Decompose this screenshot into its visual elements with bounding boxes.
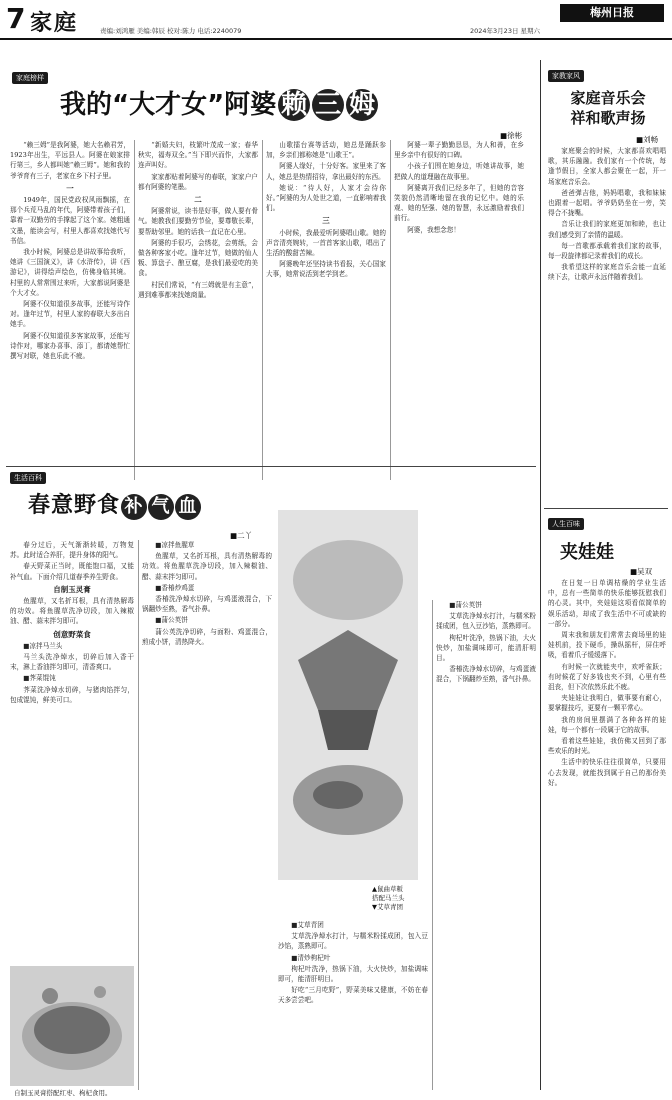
paragraph: 香椿洗净焯水切碎，与鸡蛋液混合，下锅翻炒至熟，香气扑鼻。 (142, 595, 272, 614)
article-tag: 人生百味 (548, 518, 584, 530)
article-title: 夹娃娃 (560, 542, 614, 563)
article-title (28, 488, 201, 520)
paragraph: “新婚夫妇，枝繁叶茂成一家；春华秋实，福寿双全。”当下即兴而作，大家都连声叫好。 (138, 141, 258, 170)
caption-line: ▲鼠曲草粄 (372, 885, 403, 893)
page-header (0, 0, 672, 40)
paragraph: 艾草洗净焯水打汁，与糯米粉揉成团，包入豆沙馅，蒸熟即可。 (436, 612, 536, 631)
paragraph: 小孩子们围在她身边，听她讲故事，她把做人的道理融在故事里。 (394, 162, 524, 181)
photo-caption (372, 884, 428, 911)
article-tag: 家教家风 (548, 70, 584, 82)
paragraph: “赖三姆”是我阿婆，她大名赖君芳，1923年出生，平远县人。阿婆在娘家排行第三，乡人都叫她“赖三姆”。她和我的爷爷育有三子，老家在乡下村子里。 (10, 141, 130, 180)
paragraph: 阿婆，我想念您！ (407, 225, 460, 234)
article-column (394, 140, 524, 480)
title-highlight-char: 气 (148, 494, 174, 520)
section-divider: 一 (66, 183, 74, 193)
recipe-heading: ■清炒枸杞叶 (291, 953, 331, 962)
paragraph: 蒲公英洗净切碎，与面粉、鸡蛋混合，煎成小饼，清热降火。 (142, 627, 272, 646)
paragraph: 阿婆不仅知道很多故事，还能写诗作对。逢年过节，村里人家的春联大多出自她手。 (10, 300, 130, 329)
paragraph: 荠菜洗净焯水切碎，与猪肉馅拌匀，包成馄饨，鲜美可口。 (10, 685, 134, 704)
title-highlight-char: 赖 (278, 89, 310, 121)
recipe-heading: ■蒲公英饼 (449, 601, 482, 609)
issue-date: 2024年3月23日 星期六 (470, 27, 541, 35)
paragraph: 爸爸弹吉他，妈妈唱歌，我和妹妹也跟着一起唱。爷爷奶奶坐在一旁，笑得合不拢嘴。 (548, 188, 666, 218)
recipe-heading: ■凉拌马兰头 (23, 641, 63, 650)
article-tag: 家庭榜样 (12, 72, 48, 84)
paragraph: 在日复一日单调枯燥的学业生活中，总有一些简单的快乐能够抚慰我们的心灵。其中，夹娃娃这项看似简单的娱乐活动，却成了我生活中不可或缺的一部分。 (548, 579, 666, 628)
title-highlight-char: 补 (121, 494, 147, 520)
section-divider (6, 466, 536, 467)
title-highlight-char: 三 (312, 89, 344, 121)
page-number: 7 (6, 2, 26, 35)
subheading: 自制玉灵膏 (53, 584, 91, 594)
recipe-heading: ■香椿炒鸡蛋 (155, 583, 195, 592)
paragraph: 1949年，国民党政权风雨飘摇，在那个兵荒马乱的年代，阿婆带着孩子们，靠着一双勤劳的手撑起了这个家。她粗通文墨，能读会写，村里人都喜欢找她代写书信。 (10, 196, 130, 245)
newspaper-logo: 梅州日报 (560, 4, 664, 22)
article-column (266, 140, 386, 480)
column-divider (262, 140, 263, 480)
section-divider (544, 508, 668, 509)
paragraph: 艾草洗净焯水打汁，与糯米粉揉成团，包入豆沙馅，蒸熟即可。 (278, 932, 428, 951)
paragraph: 我希望这样的家庭音乐会能一直延续下去，让歌声永远伴随着我们。 (548, 263, 666, 282)
article-title (60, 84, 378, 121)
paragraph: 阿婆一辈子勤勤恳恳，为人和善，在乡里乡亲中有很好的口碑。 (394, 141, 524, 160)
article-column (278, 920, 428, 1090)
paragraph: 阿婆常说，读书是好事，做人要有骨气。她教我们要勤劳节俭，要尊敬长辈，要帮助邻里。她的话我一直记在心里。 (138, 207, 258, 236)
paragraph: 村民们常说，“有三姆就是有主意”，遇到难事都来找她商量。 (138, 280, 258, 299)
paragraph: 枸杞叶洗净，热锅下油，大火快炒，加盐调味即可，能清肝明目。 (436, 633, 536, 663)
article-column (138, 140, 258, 480)
paragraph: 周末我和朋友们常常去商场里的娃娃机前，投下硬币，操纵摇杆，屏住呼吸，看着爪子缓缓落下。 (548, 631, 666, 660)
article-column (548, 578, 666, 1090)
section-divider: 二 (194, 195, 202, 205)
paragraph: 鱼腥草，又名折耳根，具有清热解毒的功效。将鱼腥草洗净切段，加入辣椒油、醋、蒜末拌匀即可。 (10, 597, 134, 626)
food-photo (10, 966, 134, 1086)
column-divider (390, 140, 391, 480)
subheading: 创意野菜食 (53, 629, 91, 639)
article-byline: ■二丫 (230, 531, 253, 540)
paragraph: 家庭聚会的时候，大家都喜欢唱唱歌，其乐融融。我们家有一个传统，每逢节假日，全家人都会聚在一起，开一场家庭音乐会。 (548, 147, 666, 186)
caption-line: ▼艾草青团 (372, 903, 403, 911)
title-line: 祥和歌声扬 (570, 109, 646, 127)
article-column (142, 540, 272, 1090)
column-divider (540, 60, 541, 1090)
paragraph: 枸杞叶洗净，热锅下油，大火快炒，加盐调味即可，能清肝明目。 (278, 964, 428, 984)
paragraph: 她说：“待人好，人家才会待你好。”阿婆的为人处世之道，一直影响着我们。 (266, 183, 386, 213)
paragraph: 阿婆不仅知道很多客家故事，还能写诗作对，哪家办喜事、添丁，都请她帮忙撰写对联，她也乐此不疲。 (10, 331, 130, 361)
title-highlight-char: 血 (175, 494, 201, 520)
paragraph: 小时候，我最爱听阿婆唱山歌。她的声音清亮婉转，一首首客家山歌，唱出了生活的酸甜苦辣。 (266, 228, 386, 258)
paragraph: 阿婆晚年还坚持读书看报，关心国家大事，她常说活到老学到老。 (266, 260, 386, 279)
section-name: 家庭 (30, 11, 79, 36)
photo-caption: 自制玉灵膏搭配红枣、枸杞食用。 (14, 1089, 112, 1097)
paragraph: 每一首歌都承载着我们家的故事，每一段旋律都记录着我们的成长。 (548, 241, 666, 261)
recipe-heading: ■蒲公英饼 (155, 616, 188, 625)
title-line: 家庭音乐会 (570, 89, 646, 107)
paragraph: 有时候一次就能夹中，欢呼雀跃；有时候花了好多钱也夹不到，心里有些沮丧，但下次依然乐此不疲。 (548, 662, 666, 692)
paragraph: 阿婆人缘好，十分好客。家里来了客人，她总是热情招待，拿出最好的东西。 (266, 162, 386, 181)
paragraph: 夹娃娃让我明白，做事要有耐心，要掌握技巧，更要有一颗平常心。 (548, 694, 666, 713)
paragraph: 山歌擂台赛等活动，她总是踊跃参加，乡亲们都称她是“山歌王”。 (266, 141, 386, 160)
article-column (548, 146, 666, 504)
paragraph: 我的房间里摆满了各种各样的娃娃，每一个都有一段属于它的故事。 (548, 715, 666, 734)
title-text: 我的“大才女”阿婆 (60, 90, 277, 120)
caption-line: 搭配马兰头 (372, 894, 405, 902)
paragraph: 阿婆离开我们已经多年了，但她的音容笑貌仍然清晰地留在我的记忆中。她的乐观、她的坚强、她的智慧，永远激励着我们前行。 (394, 183, 524, 223)
article-column (10, 140, 130, 480)
food-photo (278, 510, 418, 880)
recipe-heading: ■艾草青团 (291, 921, 324, 929)
paragraph: 阿婆的手很巧，会绣花，会剪纸，会做各种客家小吃。逢年过节，她做的仙人粄、算盘子、酿豆腐，是我们最爱吃的美食。 (138, 238, 258, 278)
paragraph: 马兰头洗净焯水，切碎后加入香干末，淋上香油拌匀即可，清香爽口。 (10, 653, 134, 672)
article-title (552, 88, 664, 128)
article-column (10, 540, 134, 960)
editor-info: 责编:刘鸿雁 美编:韩辰 校对:陈力 电话:2240079 (100, 27, 242, 35)
paragraph: 春分过后，天气渐渐转暖，万物复苏。此时适合养肝，提升身体的阳气。 (10, 541, 134, 560)
recipe-heading: ■荠菜馄饨 (23, 674, 56, 683)
article-column (436, 600, 536, 1090)
paragraph: 生活中的快乐往往很简单，只要用心去发现，就能找到属于自己的那份美好。 (548, 758, 666, 787)
column-divider (138, 540, 139, 1090)
article-tag: 生活百科 (10, 472, 46, 484)
title-highlight-char: 姆 (346, 89, 378, 121)
paragraph: 春天野菜正当时，既能饱口福，又能补气血。下面介绍几道春季养生野食。 (10, 562, 134, 581)
recipe-heading: ■凉拌鱼腥草 (155, 541, 195, 549)
column-divider (432, 600, 433, 1090)
article-byline: ■吴双 (630, 567, 653, 576)
column-divider (134, 140, 135, 480)
section-divider: 三 (322, 216, 330, 226)
title-text: 春意野食 (28, 493, 121, 518)
paragraph: 看着这些娃娃，我仿佛又回到了那些欢乐的时光。 (548, 737, 666, 756)
article-byline: ■徐彬 (500, 131, 523, 140)
paragraph: 鱼腥草，又名折耳根，具有清热解毒的功效。将鱼腥草洗净切段，加入辣椒油、醋、蒜末拌匀即可。 (142, 552, 272, 581)
paragraph: 我小时候，阿婆总是讲故事给我听，她讲《三国演义》，讲《水浒传》，讲《西游记》，讲得绘声绘色，仿佛身临其境。村里的人常常围过来听，大家都说阿婆是个大才女。 (10, 248, 130, 297)
article-byline: ■刘畅 (636, 135, 659, 144)
paragraph: 家家都贴着阿婆写的春联，家家户户都有阿婆的笔墨。 (138, 172, 258, 191)
paragraph: 香椿洗净焯水切碎，与鸡蛋液混合，下锅翻炒至熟，香气扑鼻。 (436, 665, 536, 684)
paragraph: 音乐让我们的家庭更加和睦，也让我们感受到了亲情的温暖。 (548, 220, 666, 239)
paragraph: 好吃“三月吃野”，野菜美味又健康，不妨在春天多尝尝吧。 (278, 986, 428, 1005)
